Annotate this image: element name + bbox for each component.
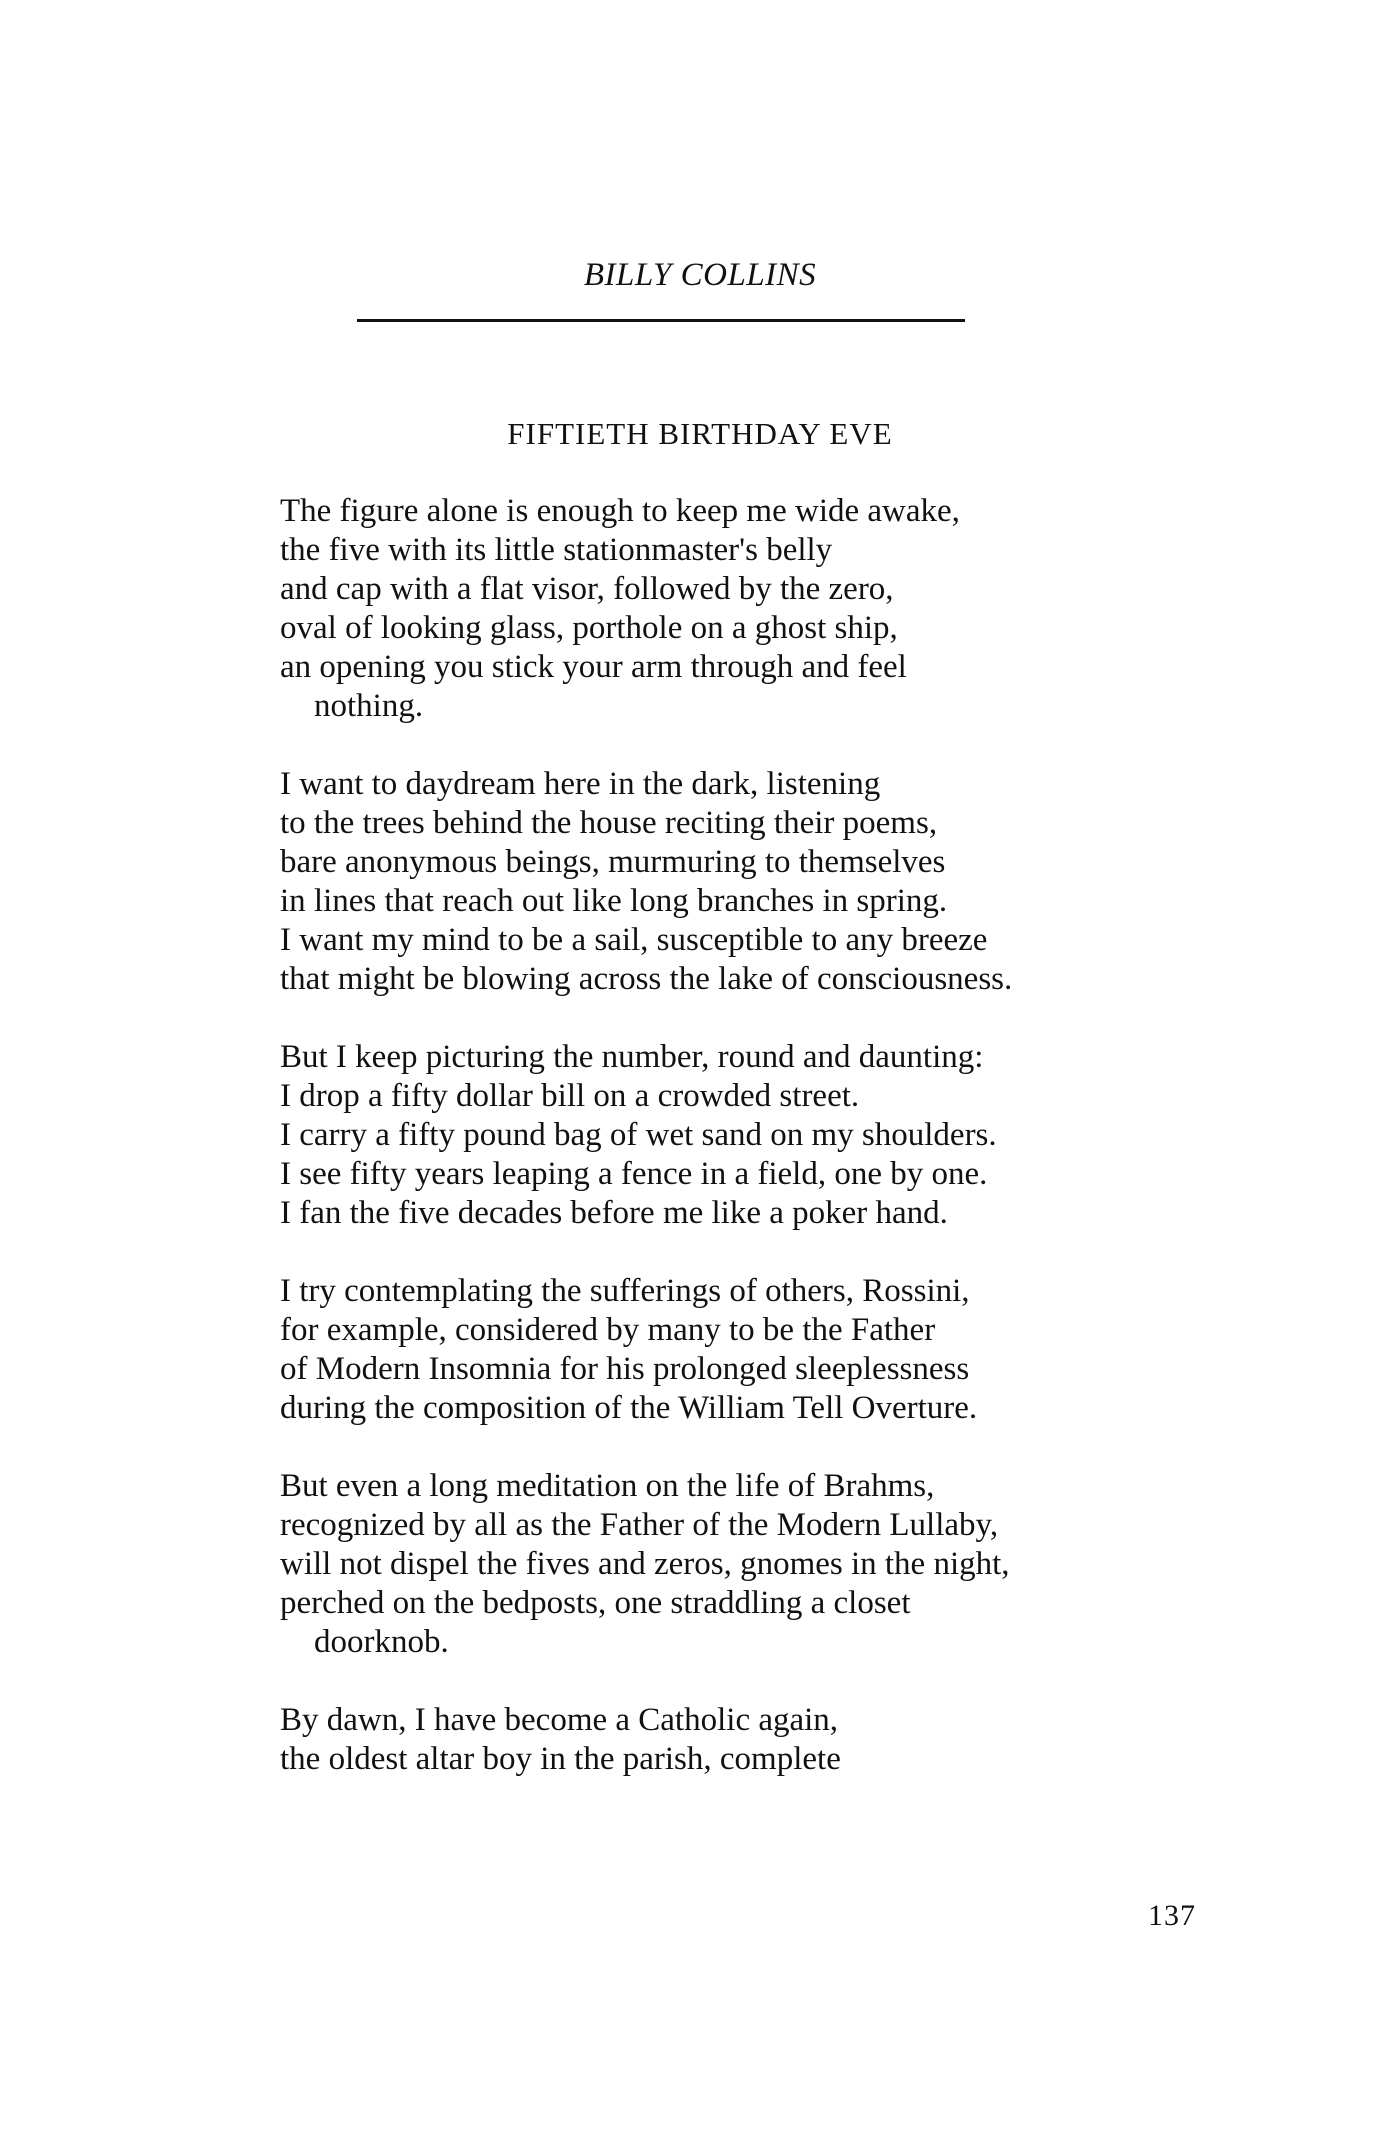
running-head-author: BILLY COLLINS (583, 257, 817, 293)
poem-line: perched on the bedposts, one straddling a closet (280, 1585, 911, 1621)
poem-line: I fan the five decades before me like a poker hand. (280, 1195, 948, 1231)
poem-line: of Modern Insomnia for his prolonged sleeplessness (280, 1351, 970, 1387)
stanza-1 (280, 492, 1280, 726)
header-rule-divider (357, 319, 965, 322)
poem-line: I try contemplating the sufferings of others, Rossini, (280, 1273, 970, 1309)
poem-line: that might be blowing across the lake of consciousness. (280, 961, 1013, 997)
poem-line: to the trees behind the house reciting their poems, (280, 805, 938, 841)
poem-line: I want to daydream here in the dark, listening (280, 766, 881, 802)
stanza-5 (280, 1467, 1280, 1662)
poem-line: for example, considered by many to be the Father (280, 1312, 936, 1348)
poem-line: during the composition of the William Tell Overture. (280, 1390, 978, 1426)
page-number: 137 (1148, 1899, 1196, 1932)
poem-line-runover: doorknob. (314, 1624, 449, 1660)
poem-line: I drop a fifty dollar bill on a crowded street. (280, 1078, 860, 1114)
poem-line: the five with its little stationmaster's belly (280, 532, 833, 568)
poem-line: I carry a fifty pound bag of wet sand on my shoulders. (280, 1117, 997, 1153)
poem-line-runover: nothing. (314, 688, 424, 724)
poem-line: I see fifty years leaping a fence in a field, one by one. (280, 1156, 988, 1192)
poem-line: recognized by all as the Father of the Modern Lullaby, (280, 1507, 999, 1543)
poem-line: But even a long meditation on the life of Brahms, (280, 1468, 935, 1504)
poem-line: The figure alone is enough to keep me wide awake, (280, 493, 960, 529)
stanza-6 (280, 1701, 1280, 1779)
poem-body (280, 492, 1280, 1818)
poem-line: But I keep picturing the number, round and daunting: (280, 1039, 984, 1075)
poem-line: will not dispel the fives and zeros, gnomes in the night, (280, 1546, 1010, 1582)
poem-line: an opening you stick your arm through and feel (280, 649, 907, 685)
poem-line: the oldest altar boy in the parish, complete (280, 1741, 841, 1777)
poem-line: oval of looking glass, porthole on a ghost ship, (280, 610, 898, 646)
poem-line: bare anonymous beings, murmuring to themselves (280, 844, 946, 880)
stanza-3 (280, 1038, 1280, 1233)
poem-line: and cap with a flat visor, followed by the zero, (280, 571, 894, 607)
poem-title: FIFTIETH BIRTHDAY EVE (507, 416, 893, 451)
stanza-2 (280, 765, 1280, 999)
poem-line: in lines that reach out like long branches in spring. (280, 883, 948, 919)
stanza-4 (280, 1272, 1280, 1428)
poem-line: By dawn, I have become a Catholic again, (280, 1702, 839, 1738)
poem-line: I want my mind to be a sail, susceptible to any breeze (280, 922, 988, 958)
